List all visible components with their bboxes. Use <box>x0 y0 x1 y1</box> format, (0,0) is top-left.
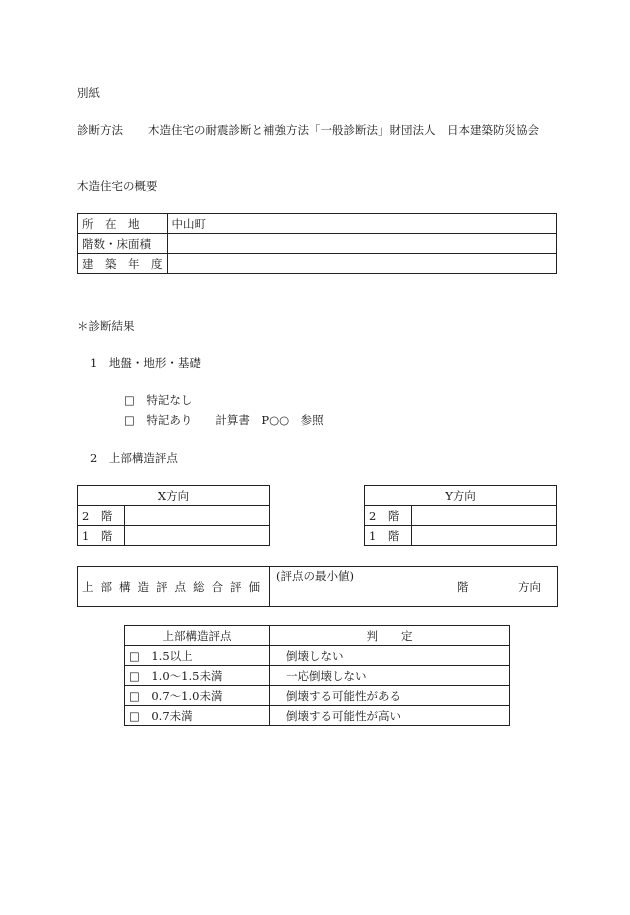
overview-value-year <box>167 254 557 274</box>
section2-title: 2 上部構造評点 <box>90 451 178 465</box>
results-title: ＊診断結果 <box>77 319 135 333</box>
table-row <box>78 234 557 254</box>
table-row <box>365 526 557 546</box>
judgement-table <box>124 625 510 726</box>
overview-label-floors: 階数・床面積 <box>78 234 168 254</box>
attachment-label: 別紙 <box>77 86 100 100</box>
table-row <box>125 626 510 646</box>
section1-option-noted: □ 特記あり 計算書 P○○ 参照 <box>124 413 324 427</box>
table-row <box>125 686 510 706</box>
x-direction-table <box>77 485 270 546</box>
overview-title: 木造住宅の概要 <box>77 179 158 193</box>
table-row <box>365 486 557 506</box>
table-row <box>78 254 557 274</box>
method-label: 診断方法 <box>77 123 123 137</box>
overall-divider <box>269 567 270 606</box>
y-table-label-2f: 2 階 <box>365 506 412 526</box>
table-row <box>78 506 270 526</box>
overall-evaluation-box <box>77 566 558 607</box>
overview-label-year: 建 築 年 度 <box>78 254 168 274</box>
y-direction-table <box>364 485 557 546</box>
overview-value-location: 中山町 <box>167 214 557 234</box>
y-table-header: Y方向 <box>365 486 557 506</box>
table-row <box>125 706 510 726</box>
judgement-header-score: 上部構造評点 <box>125 626 270 646</box>
x-table-header: X方向 <box>78 486 270 506</box>
judgement-result: 倒壊する可能性が高い <box>270 706 510 726</box>
table-row <box>78 214 557 234</box>
table-row <box>78 486 270 506</box>
judgement-header-judgement: 判 定 <box>270 626 510 646</box>
section1-title: 1 地盤・地形・基礎 <box>90 356 201 370</box>
judgement-result: 倒壊する可能性がある <box>270 686 510 706</box>
table-row <box>125 646 510 666</box>
x-table-label-2f: 2 階 <box>78 506 125 526</box>
overview-table <box>77 213 557 274</box>
judgement-score: □ 1.0～1.5未満 <box>125 666 270 686</box>
judgement-score: □ 1.5以上 <box>125 646 270 666</box>
judgement-result: 一応倒壊しない <box>270 666 510 686</box>
overall-direction-label: 方向 <box>518 580 541 594</box>
x-table-value-2f <box>125 506 270 526</box>
judgement-score: □ 0.7～1.0未満 <box>125 686 270 706</box>
judgement-score: □ 0.7未満 <box>125 706 270 726</box>
overall-min-note: (評点の最小値) <box>276 569 354 583</box>
y-table-value-2f <box>412 506 557 526</box>
overall-label: 上部構造評点総合評価 <box>82 580 267 594</box>
section1-option-none: □ 特記なし <box>124 393 193 407</box>
overview-label-location: 所 在 地 <box>78 214 168 234</box>
judgement-result: 倒壊しない <box>270 646 510 666</box>
x-table-label-1f: 1 階 <box>78 526 125 546</box>
table-row <box>365 506 557 526</box>
overall-floor-label: 階 <box>457 580 469 594</box>
overview-value-floors <box>167 234 557 254</box>
table-row <box>78 526 270 546</box>
table-row <box>125 666 510 686</box>
y-table-value-1f <box>412 526 557 546</box>
x-table-value-1f <box>125 526 270 546</box>
y-table-label-1f: 1 階 <box>365 526 412 546</box>
method-value: 木造住宅の耐震診断と補強方法「一般診断法」財団法人 日本建築防災協会 <box>148 123 539 137</box>
